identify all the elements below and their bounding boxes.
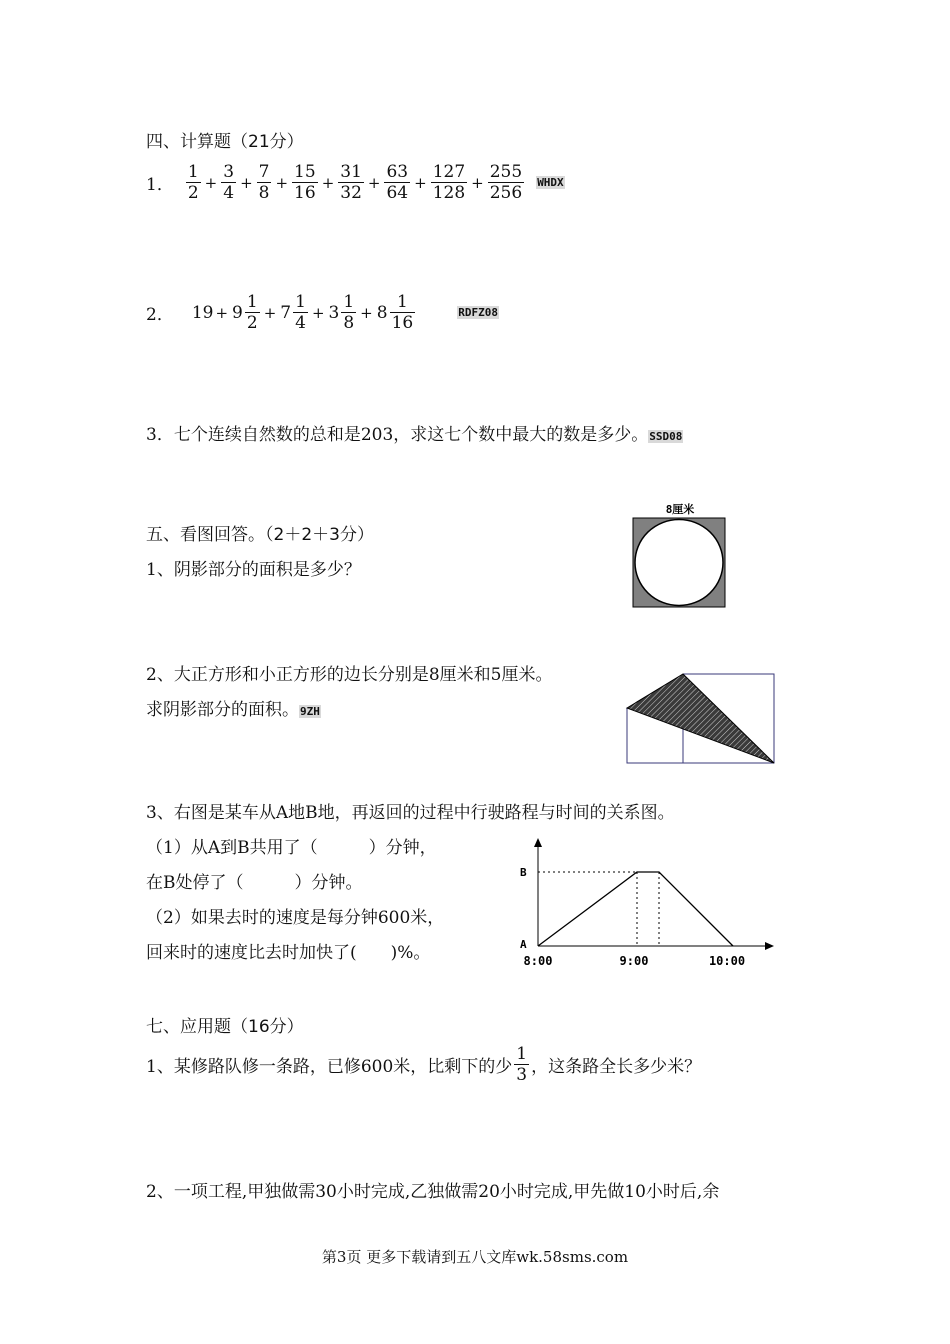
s5-q2-line1: 2、大正方形和小正方形的边长分别是8厘米和5厘米。: [146, 665, 553, 685]
s7-q1-line: [146, 1044, 701, 1085]
q2-fraction-den: 2: [246, 313, 258, 333]
q1-fraction: [292, 162, 318, 203]
s5-q3-line1: 3、右图是某车从A地B地，再返回的过程中行驶路程与时间的关系图。: [146, 803, 675, 823]
q2-lead: 19: [191, 302, 214, 323]
plus-sign: +: [204, 173, 218, 192]
q1-fraction-den: 128: [432, 183, 466, 203]
q1-fraction-den: 32: [340, 183, 362, 203]
s7-q1-num: 1: [516, 1044, 528, 1064]
section5-heading: 五、看图回答。（2＋2＋3分）: [146, 525, 374, 545]
plus-sign: +: [275, 173, 289, 192]
q2-fraction-den: 8: [343, 313, 355, 333]
s5-q3-line3: 在B处停了（ ）分钟。: [146, 873, 363, 893]
q1-fraction-den: 4: [223, 183, 235, 203]
q2-tag: RDFZ08: [458, 306, 498, 319]
plus-sign: +: [414, 173, 427, 192]
s7-q1-fraction: [514, 1044, 529, 1085]
q1-fraction-num: 255: [489, 162, 523, 182]
page-footer: 第3页 更多下载请到五八文库wk.58sms.com: [321, 1248, 629, 1266]
s5-q3-line4: （2）如果去时的速度是每分钟600米，: [146, 908, 445, 928]
q2-whole: 3: [328, 302, 340, 323]
q2-fraction-num: 1: [246, 292, 258, 312]
q1-fraction: [431, 162, 467, 203]
distance-time-graph: [510, 836, 780, 971]
q1-fraction: [221, 162, 236, 203]
y-axis-arrow: [534, 838, 542, 847]
q1-fraction: [384, 162, 410, 203]
q3-tag: SSD08: [649, 430, 683, 443]
q1-fraction: [257, 162, 272, 203]
q1-label: 1．: [146, 175, 174, 195]
y-label-b: B: [520, 866, 527, 879]
plus-sign: +: [311, 303, 325, 322]
plus-sign: +: [263, 303, 277, 322]
q2-fraction: [390, 292, 416, 333]
x-axis-arrow: [765, 942, 774, 950]
s5-q3-line2: （1）从A到B共用了（ ）分钟，: [146, 838, 437, 858]
s7-q1-after: ，这条路全长多少米？: [531, 1057, 702, 1077]
q1-fraction-den: 16: [294, 183, 316, 203]
squares-triangle-figure: [620, 668, 780, 768]
q3-line: [146, 420, 683, 445]
plus-sign: +: [215, 303, 229, 322]
q2-expression: [146, 292, 499, 333]
q1-fraction-num: 127: [432, 162, 466, 182]
q2-label: 2．: [146, 305, 174, 325]
figure-label-8cm: 8厘米: [665, 503, 695, 516]
shaded-triangle: [627, 674, 774, 763]
y-label-a: A: [520, 938, 527, 951]
q2-fraction: [341, 292, 356, 333]
s5-q2-tag: 9ZH: [300, 705, 320, 718]
q2-fraction-den: 16: [391, 313, 414, 333]
q2-fraction-num: 1: [396, 292, 408, 312]
q2-whole: 7: [280, 302, 292, 323]
q2-fraction-num: 1: [295, 292, 306, 312]
x-label-10: 10:00: [708, 954, 746, 968]
plus-sign: +: [240, 173, 253, 192]
s7-q1-before: 1、某修路队修一条路，已修600米，比剩下的少: [146, 1057, 513, 1077]
s5-q3-line5: 回来时的速度比去时加快了( )%。: [146, 943, 431, 963]
q1-fraction-num: 1: [187, 162, 199, 182]
s7-q1-den: 3: [516, 1065, 528, 1085]
q1-fraction-num: 7: [258, 162, 270, 182]
circle-square-figure: [628, 500, 732, 610]
q1-fraction-num: 31: [340, 162, 362, 182]
plus-sign: +: [367, 173, 381, 192]
inner-circle: [635, 520, 723, 606]
q1-fraction-den: 256: [489, 183, 523, 203]
s7-q2-text: 2、一项工程,甲独做需30小时完成,乙独做需20小时完成,甲先做10小时后,余: [146, 1182, 720, 1202]
q1-fraction-den: 64: [386, 183, 409, 203]
route-line: [538, 872, 733, 946]
q2-fraction: [293, 292, 308, 333]
q2-fraction-den: 4: [295, 313, 306, 333]
q2-fraction: [245, 292, 260, 333]
s5-q2-text: 求阴影部分的面积。: [146, 700, 299, 720]
q2-whole: 8: [376, 302, 388, 323]
plus-sign: +: [321, 173, 335, 192]
plus-sign: +: [471, 173, 484, 192]
q1-fraction-num: 3: [223, 162, 235, 182]
q1-expression: [146, 162, 565, 203]
q1-fraction: [338, 162, 364, 203]
q2-whole: 9: [232, 302, 243, 323]
q1-fraction-num: 63: [386, 162, 409, 182]
q1-fraction: [488, 162, 524, 203]
q1-fraction-den: 8: [258, 183, 270, 203]
section7-heading: 七、应用题（16分）: [146, 1017, 304, 1037]
s5-q2-line2: [146, 695, 321, 720]
q1-tag: WHDX: [537, 176, 564, 189]
plus-sign: +: [360, 303, 373, 322]
x-label-9: 9:00: [619, 954, 649, 968]
q1-fraction-num: 15: [294, 162, 316, 182]
q1-fraction-den: 2: [187, 183, 199, 203]
q3-text: 3．七个连续自然数的总和是203，求这七个数中最大的数是多少。: [146, 425, 649, 445]
q2-fraction-num: 1: [343, 292, 355, 312]
q1-fraction: [186, 162, 201, 203]
x-label-8: 8:00: [523, 954, 553, 968]
section4-heading: 四、计算题（21分）: [146, 132, 304, 152]
s5-q1-text: 1、阴影部分的面积是多少？: [146, 560, 361, 580]
